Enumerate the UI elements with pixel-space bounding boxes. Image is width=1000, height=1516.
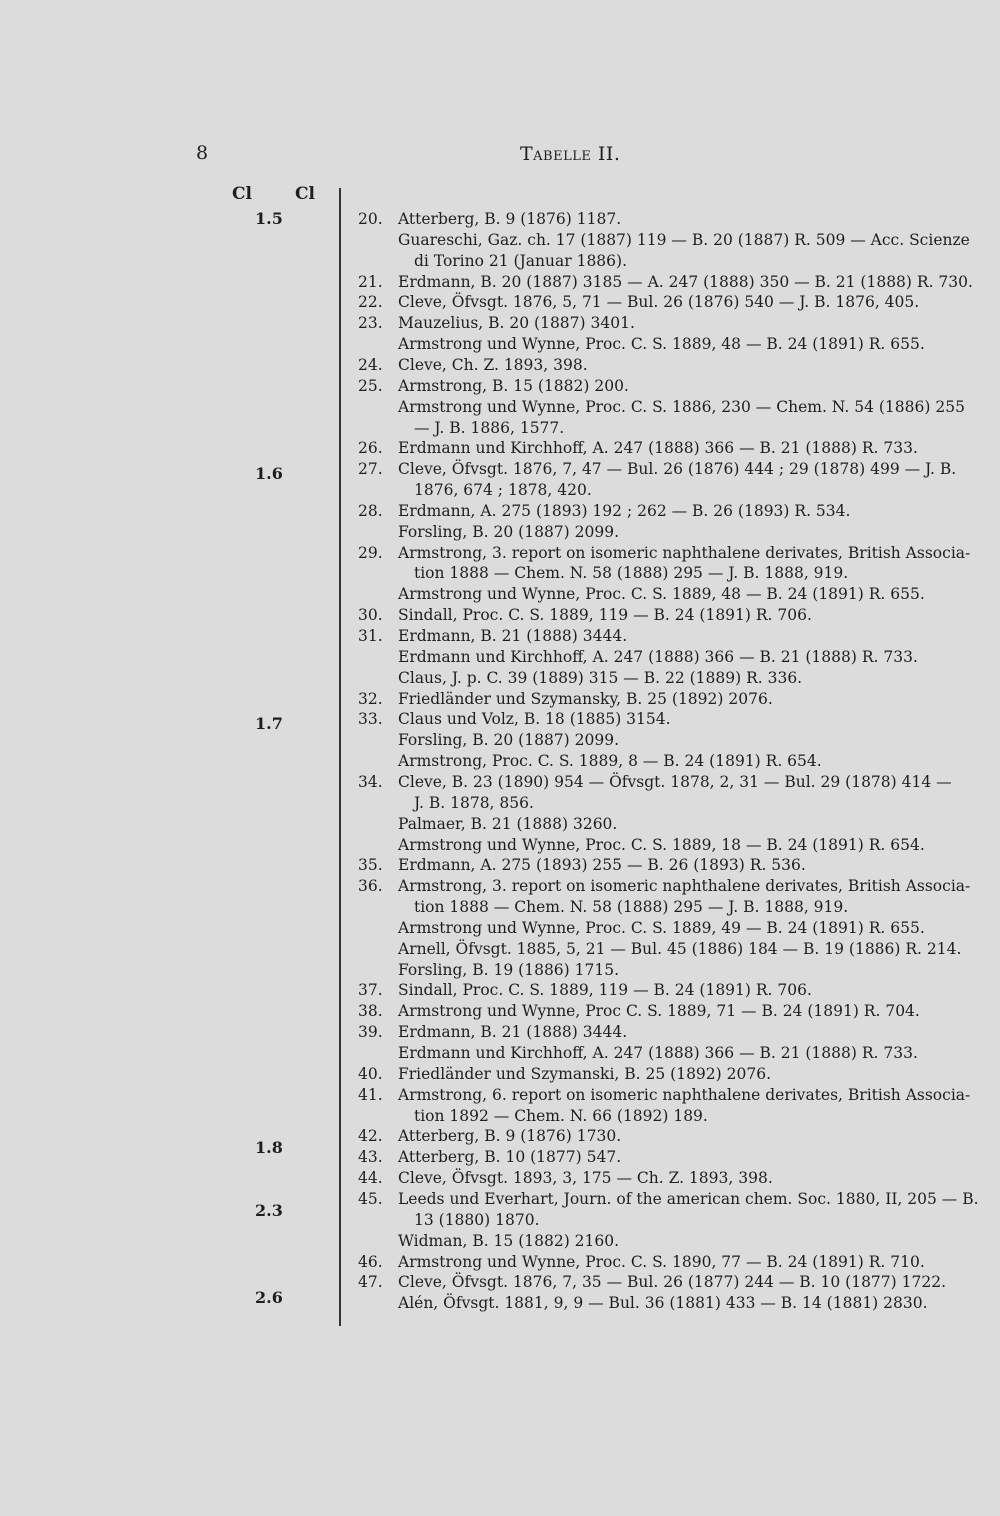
column-header-cl-1: Cl	[232, 184, 252, 204]
reference-line: Sindall, Proc. C. S. 1889, 119 — B. 24 (1891) R. 706.	[398, 981, 812, 1000]
reference-line: Erdmann und Kirchhoff, A. 247 (1888) 366 — B. 21 (1888) R. 733.	[398, 647, 918, 666]
entry-number: 38.	[358, 1002, 383, 1021]
entry-number: 47.	[358, 1273, 383, 1292]
reference-line: Cleve, B. 23 (1890) 954 — Öfvsgt. 1878, 2, 31 — Bul. 29 (1878) 414 —	[398, 772, 952, 791]
reference-line: Arnell, Öfvsgt. 1885, 5, 21 — Bul. 45 (1886) 184 — B. 19 (1886) R. 214.	[398, 939, 962, 958]
reference-line: Claus und Volz, B. 18 (1885) 3154.	[398, 710, 671, 729]
reference-line: Armstrong und Wynne, Proc. C. S. 1889, 18 — B. 24 (1891) R. 654.	[398, 835, 925, 854]
reference-line: Friedländer und Szymanski, B. 25 (1892) 2076.	[398, 1064, 771, 1083]
reference-line: Claus, J. p. C. 39 (1889) 315 — B. 22 (1889) R. 336.	[398, 668, 803, 687]
entry-number: 24.	[358, 355, 383, 374]
reference-line: Atterberg, B. 9 (1876) 1730.	[398, 1127, 622, 1146]
margin-value: 2.6	[255, 1288, 283, 1307]
entry-number: 45.	[358, 1189, 383, 1208]
reference-line: tion 1892 — Chem. N. 66 (1892) 189.	[414, 1106, 708, 1125]
reference-line: Alén, Öfvsgt. 1881, 9, 9 — Bul. 36 (1881) 433 — B. 14 (1881) 2830.	[398, 1294, 928, 1313]
reference-line: Erdmann, A. 275 (1893) 255 — B. 26 (1893) R. 536.	[398, 856, 806, 875]
reference-line: Erdmann, B. 21 (1888) 3444.	[398, 1023, 628, 1042]
reference-line: Erdmann, B. 20 (1887) 3185 — A. 247 (1888) 350 — B. 21 (1888) R. 730.	[398, 272, 973, 291]
reference-line: tion 1888 — Chem. N. 58 (1888) 295 — J. B. 1888, 919.	[414, 564, 849, 583]
reference-line: Atterberg, B. 10 (1877) 547.	[398, 1148, 622, 1167]
entry-number: 42.	[358, 1127, 383, 1146]
reference-line: Erdmann und Kirchhoff, A. 247 (1888) 366 — B. 21 (1888) R. 733.	[398, 439, 918, 458]
reference-line: Palmaer, B. 21 (1888) 3260.	[398, 814, 618, 833]
reference-line: Erdmann, B. 21 (1888) 3444.	[398, 627, 628, 645]
entry-number: 37.	[358, 981, 383, 1000]
reference-line: Armstrong und Wynne, Proc C. S. 1889, 71 — B. 24 (1891) R. 704.	[398, 1002, 920, 1021]
reference-line: Armstrong und Wynne, Proc. C. S. 1889, 49 — B. 24 (1891) R. 655.	[398, 918, 925, 937]
entry-number: 35.	[358, 856, 383, 875]
reference-line: Armstrong, 3. report on isomeric naphthalene derivates, British Associa-	[398, 543, 971, 562]
reference-line: Armstrong und Wynne, Proc. C. S. 1889, 48 — B. 24 (1891) R. 655.	[398, 335, 925, 354]
reference-line: Cleve, Ch. Z. 1893, 398.	[398, 355, 588, 374]
entry-number: 20.	[358, 210, 383, 228]
entry-number: 25.	[358, 376, 383, 395]
column-divider	[339, 188, 341, 1326]
entry-number: 46.	[358, 1252, 383, 1271]
reference-line: Armstrong, 6. report on isomeric naphthalene derivates, British Associa-	[398, 1085, 971, 1104]
entry-number: 36.	[358, 877, 383, 896]
entry-number: 28.	[358, 501, 383, 520]
reference-line: Armstrong, Proc. C. S. 1889, 8 — B. 24 (1891) R. 654.	[398, 752, 822, 771]
reference-line: Forsling, B. 20 (1887) 2099.	[398, 731, 620, 750]
reference-line: Erdmann, A. 275 (1893) 192 ; 262 — B. 26 (1893) R. 534.	[398, 501, 851, 520]
reference-line: Leeds und Everhart, Journ. of the american chem. Soc. 1880, II, 205 — B.	[398, 1189, 979, 1208]
margin-value: 1.8	[255, 1138, 283, 1157]
entry-number: 23.	[358, 314, 383, 333]
reference-line: Atterberg, B. 9 (1876) 1187.	[398, 210, 622, 228]
margin-value: 1.5	[255, 209, 283, 228]
reference-line: di Torino 21 (Januar 1886).	[414, 251, 627, 270]
entry-number: 39.	[358, 1023, 383, 1042]
entry-number: 33.	[358, 710, 383, 729]
entry-number: 27.	[358, 460, 383, 479]
page-number: 8	[196, 142, 209, 164]
column-header-cl-2: Cl	[295, 184, 315, 204]
entry-number: 40.	[358, 1064, 383, 1083]
reference-line: Cleve, Öfvsgt. 1876, 7, 35 — Bul. 26 (1877) 244 — B. 10 (1877) 1722.	[398, 1273, 947, 1292]
margin-value: 1.7	[255, 714, 283, 733]
reference-line: Cleve, Öfvsgt. 1893, 3, 175 — Ch. Z. 1893, 398.	[398, 1169, 773, 1188]
reference-line: Armstrong, 3. report on isomeric naphthalene derivates, British Associa-	[398, 877, 971, 896]
reference-line: Friedländer und Szymansky, B. 25 (1892) 2076.	[398, 689, 773, 708]
entry-number: 30.	[358, 606, 383, 625]
entry-number: 21.	[358, 272, 383, 291]
reference-line: 1876, 674 ; 1878, 420.	[414, 481, 592, 500]
reference-line: Forsling, B. 20 (1887) 2099.	[398, 522, 620, 541]
reference-line: Erdmann und Kirchhoff, A. 247 (1888) 366 — B. 21 (1888) R. 733.	[398, 1044, 918, 1062]
reference-line: Armstrong und Wynne, Proc. C. S. 1886, 230 — Chem. N. 54 (1886) 255	[398, 397, 965, 416]
margin-value: 2.3	[255, 1201, 283, 1220]
reference-line: Guareschi, Gaz. ch. 17 (1887) 119 — B. 20 (1887) R. 509 — Acc. Scienze	[398, 230, 970, 249]
reference-line: Armstrong und Wynne, Proc. C. S. 1889, 48 — B. 24 (1891) R. 655.	[398, 585, 925, 604]
entry-number: 26.	[358, 439, 383, 458]
reference-line: Armstrong und Wynne, Proc. C. S. 1890, 77 — B. 24 (1891) R. 710.	[398, 1252, 925, 1271]
entry-number: 44.	[358, 1169, 383, 1188]
reference-line: Mauzelius, B. 20 (1887) 3401.	[398, 314, 635, 333]
entry-number: 22.	[358, 293, 383, 312]
reference-line: Forsling, B. 19 (1886) 1715.	[398, 960, 620, 979]
entry-number: 31.	[358, 627, 383, 645]
entry-number: 43.	[358, 1148, 383, 1167]
entry-number: 34.	[358, 772, 383, 791]
reference-line: Cleve, Öfvsgt. 1876, 5, 71 — Bul. 26 (1876) 540 — J. B. 1876, 405.	[398, 293, 920, 312]
margin-value: 1.6	[255, 464, 283, 483]
reference-line: tion 1888 — Chem. N. 58 (1888) 295 — J. B. 1888, 919.	[414, 898, 849, 917]
entry-number: 41.	[358, 1085, 383, 1104]
reference-line: Armstrong, B. 15 (1882) 200.	[398, 376, 629, 395]
reference-line: Sindall, Proc. C. S. 1889, 119 — B. 24 (1891) R. 706.	[398, 606, 812, 625]
reference-line: — J. B. 1886, 1577.	[414, 418, 565, 437]
reference-line: 13 (1880) 1870.	[414, 1210, 540, 1229]
reference-line: Cleve, Öfvsgt. 1876, 7, 47 — Bul. 26 (1876) 444 ; 29 (1878) 499 — J. B.	[398, 460, 957, 479]
entry-number: 32.	[358, 689, 383, 708]
entry-number: 29.	[358, 543, 383, 562]
reference-line: Widman, B. 15 (1882) 2160.	[398, 1231, 620, 1250]
reference-line: J. B. 1878, 856.	[414, 793, 534, 812]
page-title: Tabelle II.	[520, 143, 621, 165]
